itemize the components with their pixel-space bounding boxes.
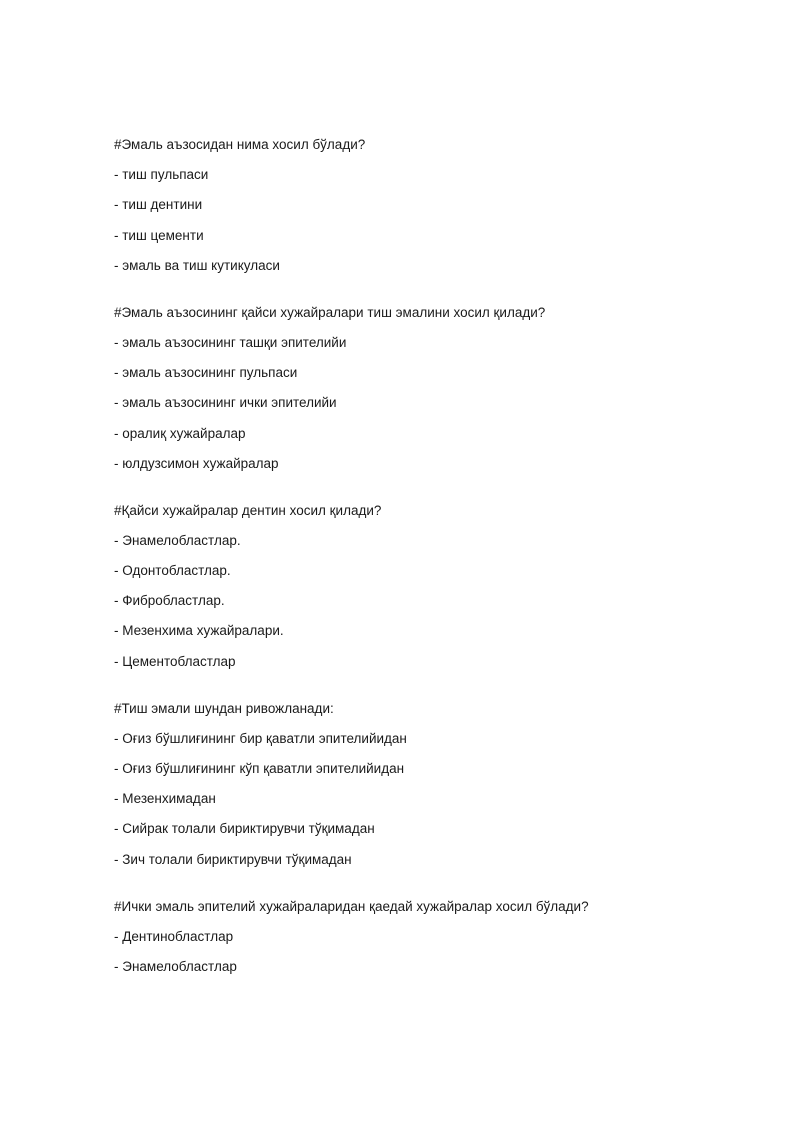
question-text: #Эмаль аъзосидан нима хосил бўлади? [114,137,366,152]
answer-option: - эмаль аъзосининг ташқи эпителийи [114,334,347,350]
question-text: #Тиш эмали шундан ривожланади: [114,700,334,716]
question-text: #Эмаль аъзосининг қайси хужайралари тиш эмалини хосил қилади? [114,304,546,320]
question-block-5 [114,898,754,976]
answer-option: - Энамелобластлар. [114,532,241,548]
document-page [114,136,754,1005]
answer-option: - Оғиз бўшлиғининг кўп қаватли эпителийидан [114,761,405,776]
answer-option: - оралиқ хужайралар [114,425,246,441]
question-text: #Ички эмаль эпителий хужайраларидан қаедай хужайралар хосил бўлади? [114,898,589,914]
answer-option: - тиш пульпаси [114,167,209,183]
answer-option: - Энамелобластлар [114,958,237,974]
answer-option: - Мезенхима хужайралари. [114,623,284,639]
answer-option: - Оғиз бўшлиғининг бир қаватли эпителийидан [114,730,407,746]
question-block-2 [114,304,754,473]
question-block-3 [114,502,754,671]
answer-option: - юлдузсимон хужайралар [114,455,279,471]
answer-option: - Сийрак толали бириктирувчи тўқимадан [114,821,375,837]
answer-option: - эмаль ва тиш кутикуласи [114,257,280,273]
answer-option: - эмаль аъзосининг ички эпителийи [114,395,337,411]
answer-option: - Цементобластлар [114,653,236,669]
answer-option: - Дентинобластлар [114,928,234,944]
answer-option: - тиш цементи [114,227,204,243]
answer-option: - Фибробластлар. [114,593,225,609]
answer-option: - эмаль аъзосининг пульпаси [114,365,298,381]
answer-option: - Зич толали бириктирувчи тўқимадан [114,851,352,867]
question-block-4 [114,700,754,869]
answer-option: - тиш дентини [114,197,203,213]
question-text: #Қайси хужайралар дентин хосил қилади? [114,502,382,518]
question-block-1 [114,136,754,275]
answer-option: - Мезенхимадан [114,791,216,807]
answer-option: - Одонтобластлар. [114,563,231,579]
